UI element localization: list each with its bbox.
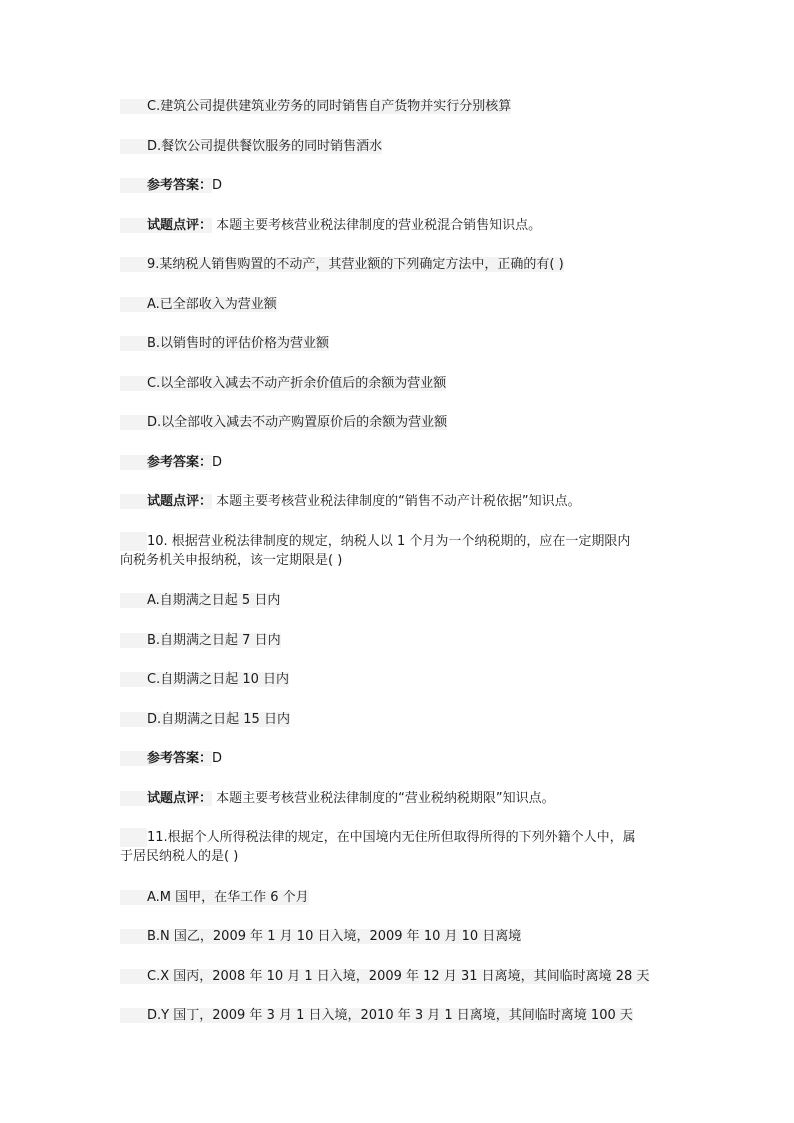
answer-q9: 参考答案：D	[120, 453, 680, 472]
question-9: 9.某纳税人销售购置的不动产，其营业额的下列确定方法中，正确的有( )	[120, 255, 680, 274]
option-c-q10: C.自期满之日起 10 日内	[120, 670, 680, 689]
option-b-q9: B.以销售时的评估价格为营业额	[120, 334, 680, 353]
comment-q10: 试题点评： 本题主要考核营业税法律制度的“营业税纳税期限”知识点。	[120, 789, 680, 808]
question-10: 10. 根据营业税法律制度的规定，纳税人以 1 个月为一个纳税期的，应在一定期限内 向税务机关申报纳税，该一定期限是( )	[120, 532, 680, 570]
answer-q10: 参考答案：D	[120, 749, 680, 768]
option-a-q10: A.自期满之日起 5 日内	[120, 591, 680, 610]
option-a-q11: A.M 国甲，在华工作 6 个月	[120, 888, 680, 907]
option-b-q10: B.自期满之日起 7 日内	[120, 631, 680, 650]
answer-q8: 参考答案：D	[120, 176, 680, 195]
option-d-q11: D.Y 国丁，2009 年 3 月 1 日入境，2010 年 3 月 1 日离境，其间临时离境 100 天	[120, 1006, 680, 1025]
question-11: 11.根据个人所得税法律的规定，在中国境内无住所但取得所得的下列外籍个人中，属 于居民纳税人的是( )	[120, 828, 680, 866]
option-c-q11: C.X 国丙，2008 年 10 月 1 日入境，2009 年 12 月 31 日离境，其间临时离境 28 天	[120, 967, 680, 986]
option-c-q8: C.建筑公司提供建筑业劳务的同时销售自产货物并实行分别核算	[120, 97, 680, 116]
option-a-q9: A.已全部收入为营业额	[120, 295, 680, 314]
option-b-q11: B.N 国乙，2009 年 1 月 10 日入境，2009 年 10 月 10 日离境	[120, 927, 680, 946]
option-c-q9: C.以全部收入减去不动产折余价值后的余额为营业额	[120, 374, 680, 393]
option-d-q9: D.以全部收入减去不动产购置原价后的余额为营业额	[120, 413, 680, 432]
comment-q8: 试题点评： 本题主要考核营业税法律制度的营业税混合销售知识点。	[120, 216, 680, 235]
option-d-q8: D.餐饮公司提供餐饮服务的同时销售酒水	[120, 137, 680, 156]
comment-q9: 试题点评： 本题主要考核营业税法律制度的“销售不动产计税依据”知识点。	[120, 492, 680, 511]
option-d-q10: D.自期满之日起 15 日内	[120, 710, 680, 729]
